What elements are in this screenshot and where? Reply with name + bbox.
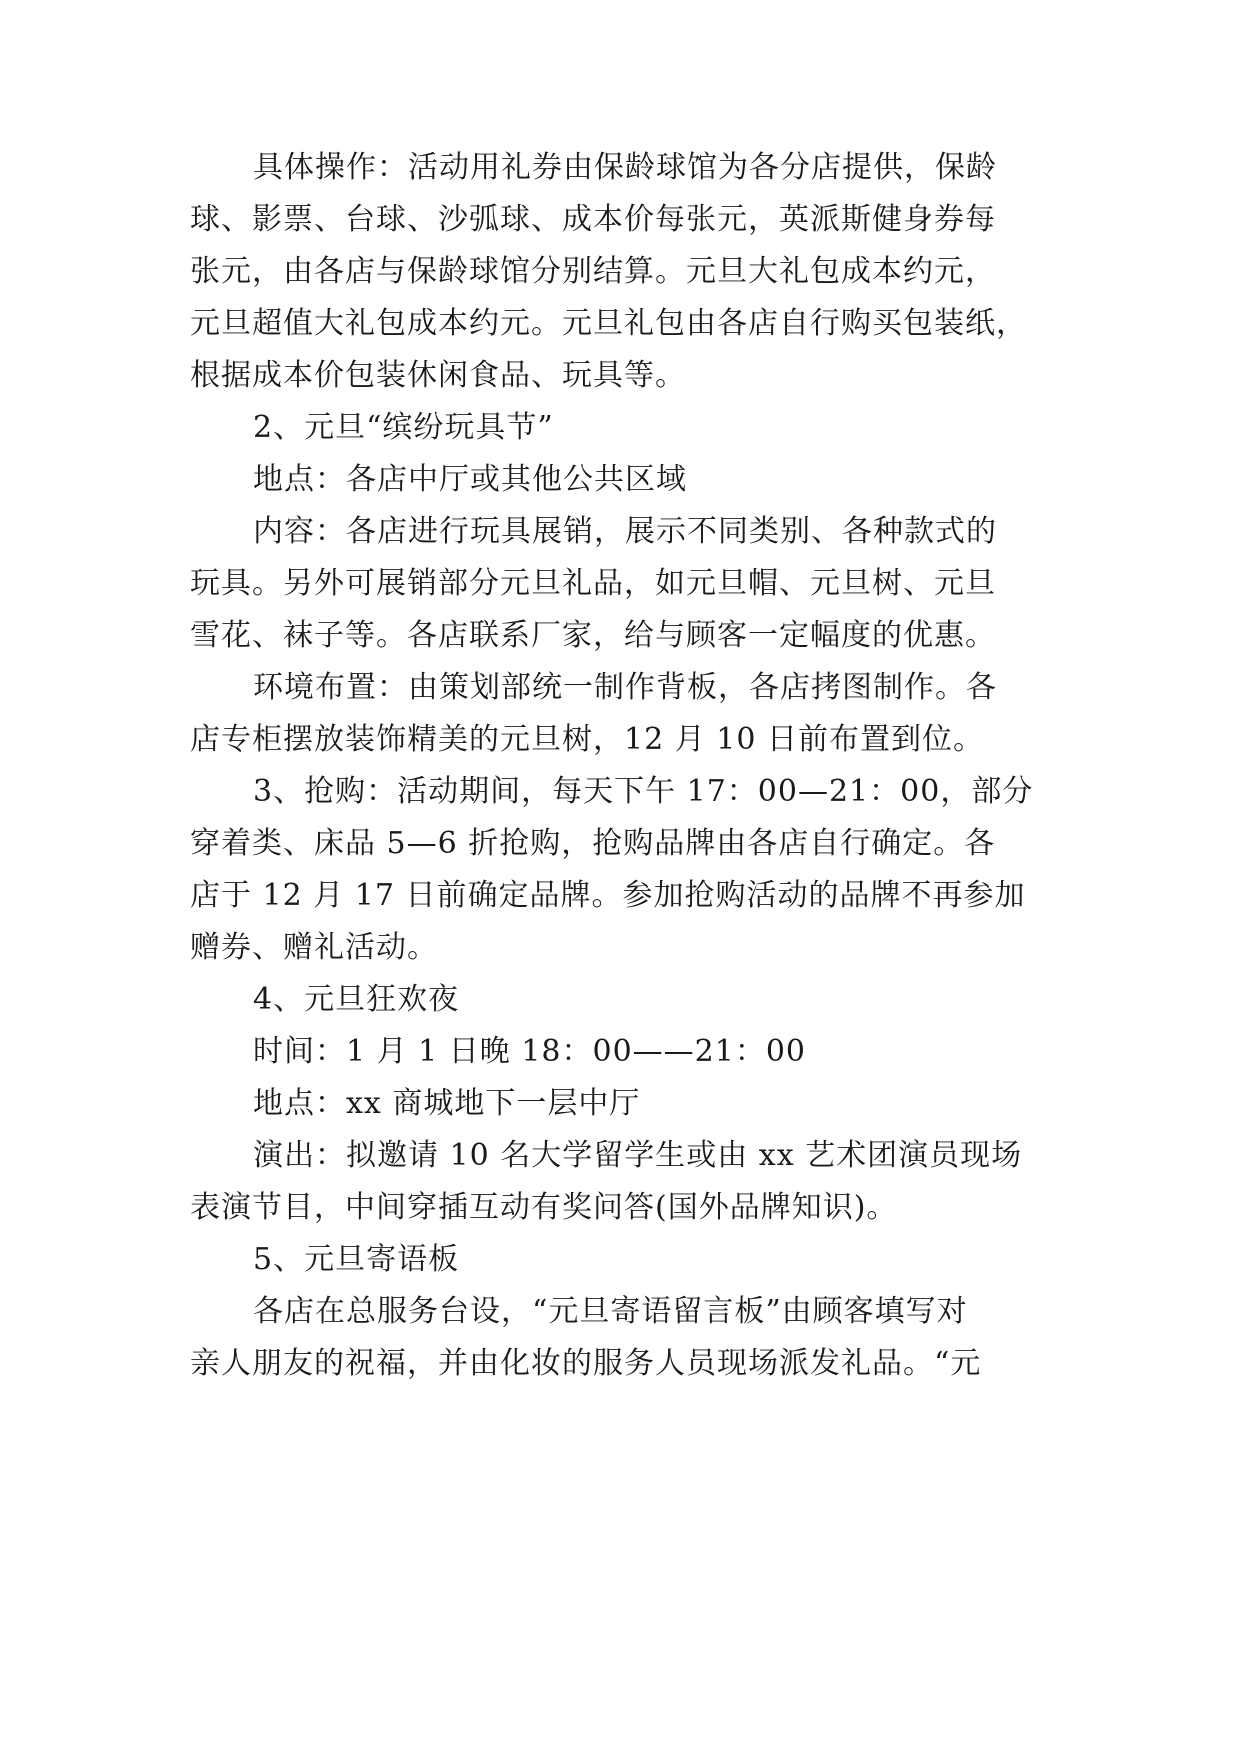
paragraph-line: 赠券、赠礼活动。 — [190, 930, 438, 965]
paragraph-line: 环境布置：由策划部统一制作背板，各店拷图制作。各 — [253, 670, 997, 705]
section-heading: 4、元旦狂欢夜 — [253, 982, 460, 1017]
paragraph-line: 店专柜摆放装饰精美的元旦树，12 月 10 日前布置到位。 — [190, 722, 984, 757]
paragraph-line: 地点：各店中厅或其他公共区域 — [253, 462, 687, 497]
paragraph-line: 店于 12 月 17 日前确定品牌。参加抢购活动的品牌不再参加 — [190, 878, 1026, 913]
paragraph-line: 元旦超值大礼包成本约元。元旦礼包由各店自行购买包装纸， — [190, 306, 1027, 341]
section-heading: 2、元旦“缤纷玩具节” — [253, 410, 554, 445]
paragraph-line: 穿着类、床品 5—6 折抢购，抢购品牌由各店自行确定。各 — [190, 826, 996, 861]
paragraph-line: 玩具。另外可展销部分元旦礼品，如元旦帽、元旦树、元旦 — [190, 566, 996, 601]
paragraph-line: 各店在总服务台设，“元旦寄语留言板”由顾客填写对 — [253, 1294, 968, 1329]
paragraph-line: 张元，由各店与保龄球馆分别结算。元旦大礼包成本约元， — [190, 254, 996, 289]
paragraph-line: 内容：各店进行玩具展销，展示不同类别、各种款式的 — [253, 514, 997, 549]
paragraph-line: 地点：xx 商城地下一层中厅 — [253, 1086, 641, 1121]
paragraph-line: 时间：1 月 1 日晚 18：00——21：00 — [253, 1034, 807, 1069]
paragraph-line: 雪花、袜子等。各店联系厂家，给与顾客一定幅度的优惠。 — [190, 618, 996, 653]
section-heading: 3、抢购：活动期间，每天下午 17：00—21：00，部分 — [253, 774, 1034, 809]
paragraph-line: 演出：拟邀请 10 名大学留学生或由 xx 艺术团演员现场 — [253, 1138, 1023, 1173]
paragraph-line: 具体操作：活动用礼券由保龄球馆为各分店提供，保龄 — [253, 150, 997, 185]
section-heading: 5、元旦寄语板 — [253, 1242, 460, 1277]
paragraph-line: 球、影票、台球、沙弧球、成本价每张元，英派斯健身券每 — [190, 202, 996, 237]
paragraph-line: 表演节目，中间穿插互动有奖问答(国外品牌知识)。 — [190, 1190, 898, 1225]
paragraph-line: 根据成本价包装休闲食品、玩具等。 — [190, 358, 686, 393]
paragraph-line: 亲人朋友的祝福，并由化妆的服务人员现场派发礼品。“元 — [190, 1346, 982, 1381]
